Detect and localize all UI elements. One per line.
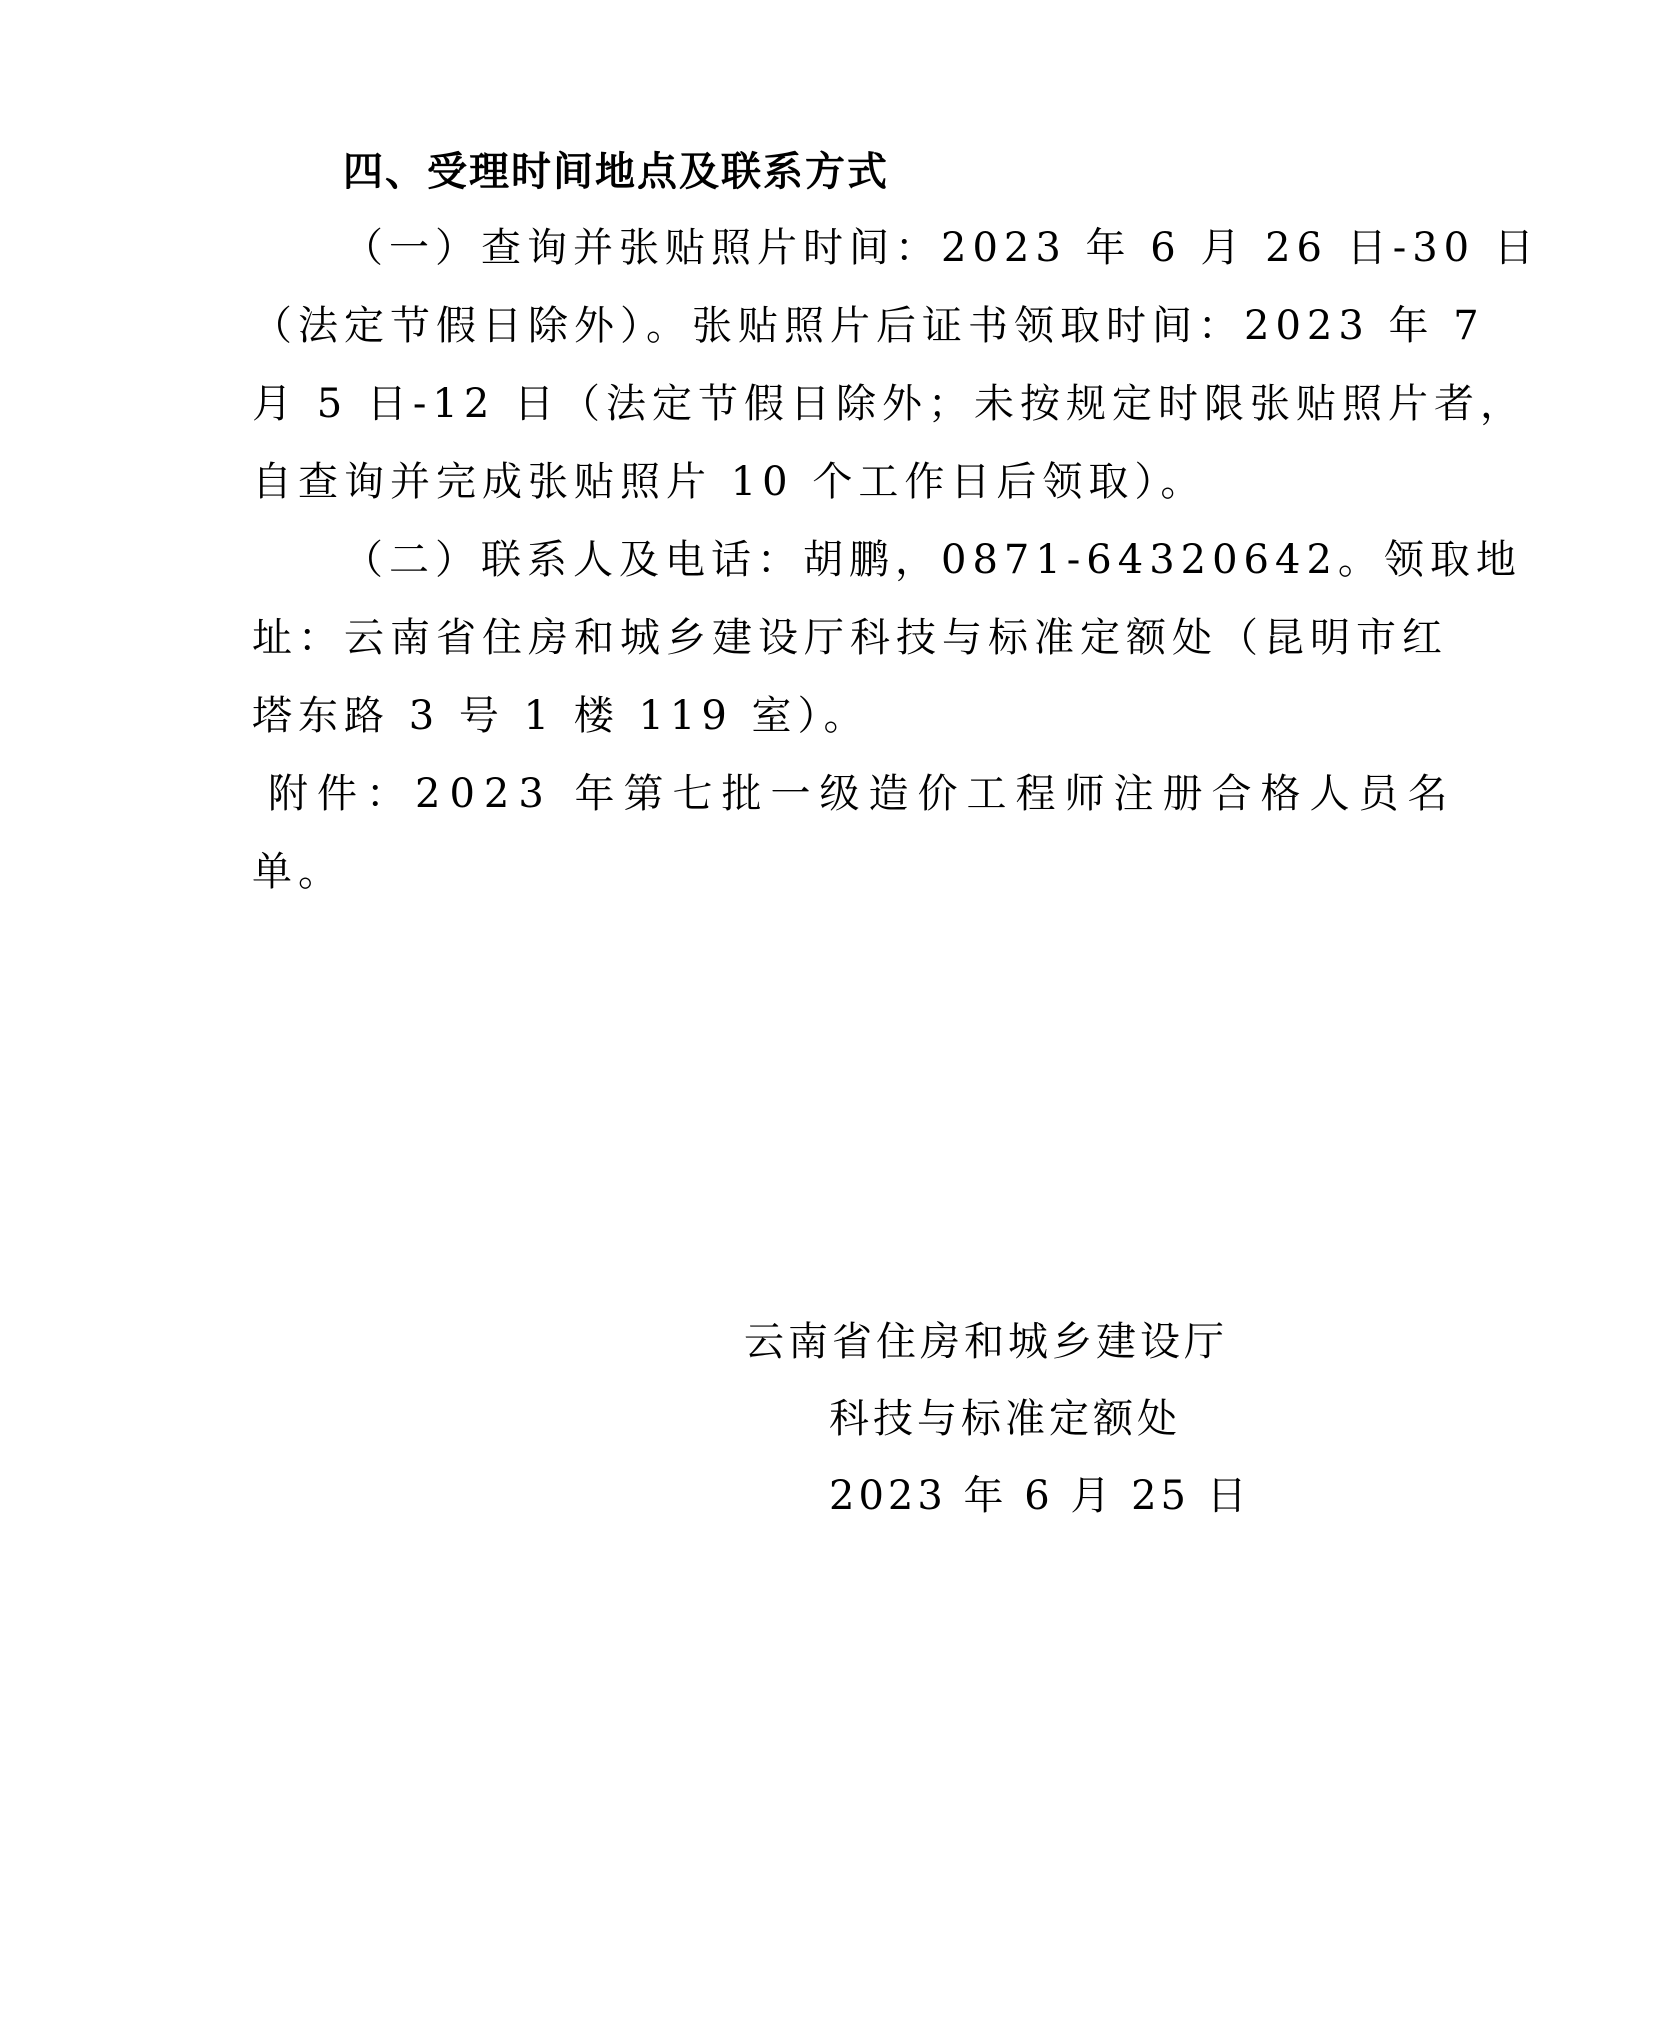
attachment-line1: 附件：2023 年第七批一级造价工程师注册合格人员名 bbox=[268, 771, 1457, 817]
item1-line2: （法定节假日除外）。张贴照片后证书领取时间：2023 年 7 bbox=[252, 303, 1485, 349]
section-heading: 四、受理时间地点及联系方式 bbox=[343, 149, 889, 195]
signature-org: 云南省住房和城乡建设厅 bbox=[744, 1319, 1228, 1365]
item1-line3: 月 5 日-12 日（法定节假日除外；未按规定时限张贴照片者， bbox=[252, 381, 1527, 427]
item2-line1: （二）联系人及电话：胡鹏，0871-64320642。领取地 bbox=[343, 537, 1522, 583]
item1-line4: 自查询并完成张贴照片 10 个工作日后领取）。 bbox=[252, 459, 1207, 505]
signature-date: 2023 年 6 月 25 日 bbox=[829, 1473, 1251, 1519]
attachment-line2: 单。 bbox=[252, 849, 344, 895]
item1-line1: （一）查询并张贴照片时间：2023 年 6 月 26 日-30 日 bbox=[343, 225, 1540, 271]
signature-dept: 科技与标准定额处 bbox=[829, 1396, 1181, 1442]
item2-line3: 塔东路 3 号 1 楼 119 室）。 bbox=[252, 693, 870, 739]
item2-line2: 址：云南省住房和城乡建设厅科技与标准定额处（昆明市红 bbox=[252, 615, 1448, 661]
